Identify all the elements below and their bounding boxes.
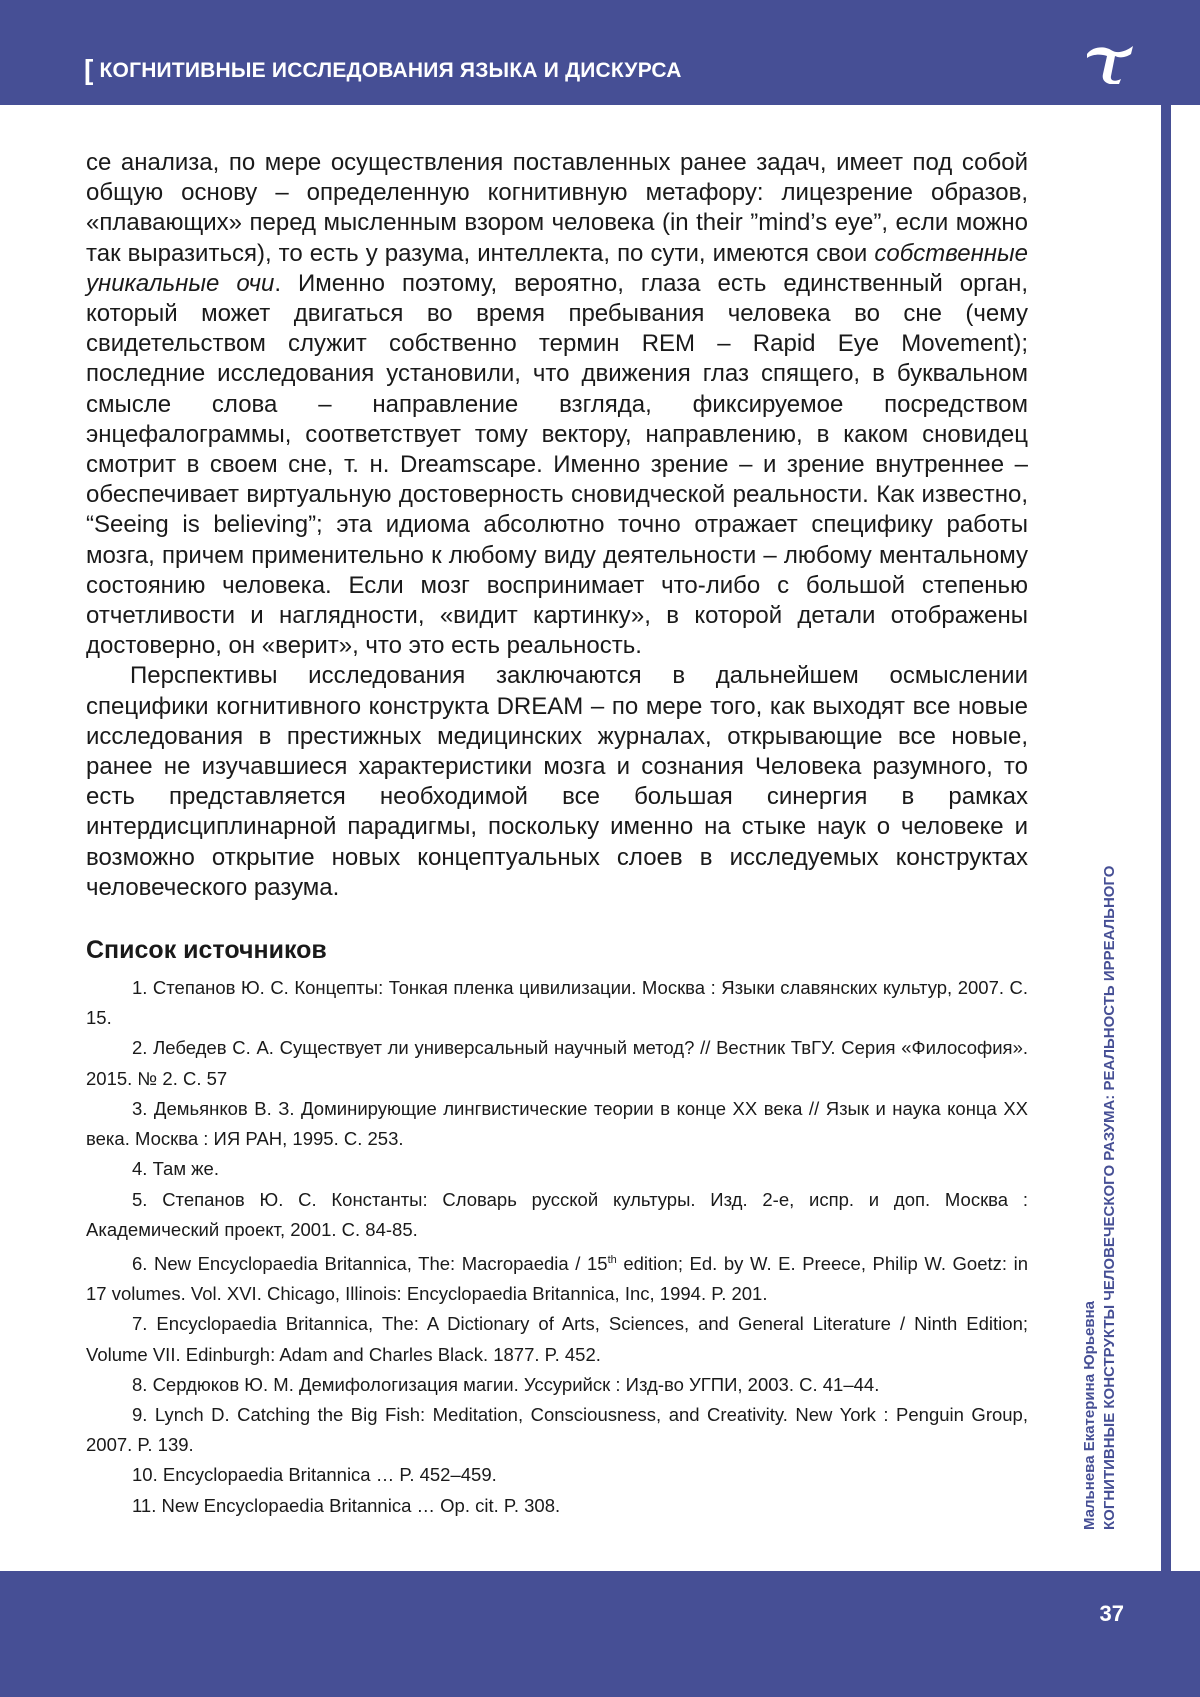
reference-item: 9. Lynch D. Catching the Big Fish: Meditation, Consciousness, and Creativity. New York : Penguin Group, 2007. P. 139. bbox=[86, 1404, 1028, 1456]
reference-6-part-a: 6. New Encyclopaedia Britannica, The: Macropaedia / 15 bbox=[132, 1253, 608, 1275]
references-heading: Список источников bbox=[86, 936, 327, 965]
header-bracket: [ bbox=[84, 54, 94, 85]
body-text bbox=[86, 148, 1028, 903]
reference-item: 7. Encyclopaedia Britannica, The: A Dictionary of Arts, Sciences, and General Literature / Ninth Edition; Volume VII. Edinburgh: Adam and Charles Black. 1877. P. 452. bbox=[86, 1313, 1028, 1365]
reference-item: 4. Там же. bbox=[132, 1158, 219, 1180]
page-number: 37 bbox=[1099, 1601, 1124, 1626]
header-bar bbox=[0, 0, 1200, 105]
reference-item: 8. Сердюков Ю. М. Демифологизация магии. Уссурийск : Изд-во УГПИ, 2003. С. 41–44. bbox=[132, 1373, 880, 1395]
paragraph-1-part-b: . Именно поэтому, вероятно, глаза есть единственный орган, который может двигаться во время пребывания человека во сне (чему свидетельством служит собственно термин REM – Rapid Eye Movement); последние исследования установили, что движения глаз спящего, в буквальном смысле слова – направление взгляда, фиксируемое посредством энцефалограммы, соответствует тому вектору, направлению, в каком сновидец смотрит в своем сне, т. н. Dreamscape. Именно зрение – и зрение внутреннее – обеспечивает виртуальную достоверность сновидческой реальности. Как известно, “Seeing is believing”; эта идиома абсолютно точно отражает специфику работы мозга, причем применительно к любому виду деятельности – любому ментальному состоянию человека. Если мозг воспринимает что-либо с большой степенью отчетливости и наглядности, «видит картинку», в которой детали отображены достоверно, он «верит», что это есть реальность. bbox=[86, 269, 1028, 660]
reference-item: 11. New Encyclopaedia Britannica … Op. cit. P. 308. bbox=[132, 1494, 561, 1516]
paragraph-1 bbox=[86, 148, 1028, 661]
reference-item bbox=[86, 1245, 1028, 1310]
reference-item: 2. Лебедев С. А. Существует ли универсальный научный метод? // Вестник ТвГУ. Серия «Философия». 2015. № 2. С. 57 bbox=[86, 1037, 1028, 1089]
reference-item: 5. Степанов Ю. С. Константы: Словарь русской культуры. Изд. 2-е, испр. и доп. Москва : Академический проект, 2001. С. 84-85. bbox=[86, 1188, 1028, 1240]
side-author: Мальнева Екатерина Юрьевна bbox=[1081, 1300, 1098, 1530]
references-list bbox=[86, 973, 1028, 1521]
journal-logo-icon bbox=[1085, 44, 1135, 84]
side-accent-bar bbox=[1161, 105, 1171, 1571]
journal-section-title bbox=[84, 52, 682, 84]
reference-item: 3. Демьянков В. З. Доминирующие лингвистические теории в конце XX века // Язык и наука конца XX века. Москва : ИЯ РАН, 1995. С. 253. bbox=[86, 1097, 1028, 1150]
reference-6-part-b: edition; Ed. by W. E. Preece, Philip W. Goetz: in 17 volumes. Vol. XVI. Chicago, Illinois: Encyclopaedia Britannica, Inc, 1994. P. 201. bbox=[86, 1253, 1028, 1305]
reference-item: 10. Encyclopaedia Britannica … P. 452–459. bbox=[132, 1464, 497, 1486]
reference-6-superscript: th bbox=[607, 1253, 617, 1266]
paragraph-2: Перспективы исследования заключаются в дальнейшем осмыслении специфики когнитивного конструкта DREAM – по мере того, как выходят все новые исследования в престижных медицинских журналах, открывающие все новые, ранее не изучавшиеся характеристики мозга и сознания Человека разумного, то есть представляется необходимой все большая синергия в рамках интердисциплинарной парадигмы, поскольку именно на стыке наук о человеке и возможно открытие новых концептуальных слоев в исследуемых конструктах человеческого разума. bbox=[86, 662, 1028, 901]
running-side-header bbox=[1080, 810, 1120, 1530]
page-content bbox=[86, 148, 1028, 1521]
side-article-title: КОГНИТИВНЫЕ КОНСТРУКТЫ ЧЕЛОВЕЧЕСКОГО РАЗУМА: РЕАЛЬНОСТЬ ИРРЕАЛЬНОГО bbox=[1101, 865, 1118, 1530]
reference-item: 1. Степанов Ю. С. Концепты: Тонкая пленка цивилизации. Москва : Языки славянских культур, 2007. С. 15. bbox=[86, 977, 1028, 1029]
footer-bar bbox=[0, 1571, 1200, 1697]
paragraph-1-part-a: се анализа, по мере осуществления поставленных ранее задач, имеет под собой общую основу – определенную когнитивную метафору: лицезрение образов, «плавающих» перед мысленным взором человека (in their ”mind’s eye”, если можно так выразиться), то есть у разума, интеллекта, по сути, имеются свои bbox=[86, 149, 1028, 267]
header-title-text: КОГНИТИВНЫЕ ИССЛЕДОВАНИЯ ЯЗЫКА И ДИСКУРСА bbox=[99, 59, 682, 82]
paragraph-1-italic: собственные уникальные очи bbox=[86, 239, 1028, 297]
